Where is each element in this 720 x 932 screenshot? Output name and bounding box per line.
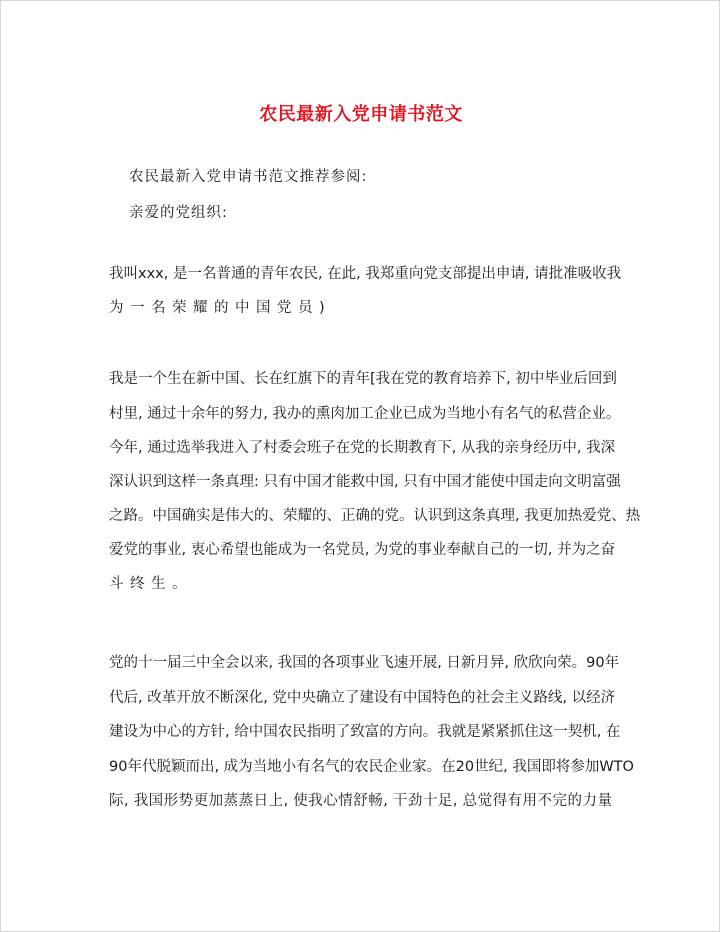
salutation: 亲爱的党组织: [129, 205, 228, 221]
paragraph-2-line: 村里, 通过十余年的努力, 我办的熏肉加工企业已成为当地小有名气的私营企业。 [109, 406, 621, 422]
paragraph-2-line: 之路。中国确实是伟大的、荣耀的、正确的党。认识到这条真理, 我更加热爱党、热 [109, 508, 641, 524]
intro-line: 农民最新入党申请书范文推荐参阅: [129, 169, 368, 185]
paragraph-3-line: 代后, 改革开放不断深化, 党中央确立了建设有中国特色的社会主义路线, 以经济 [109, 690, 616, 706]
paragraph-2-line: 今年, 通过选举我进入了村委会班子在党的长期教育下, 从我的亲身经历中, 我深 [109, 440, 616, 456]
paragraph-1-line: 为一名荣耀的中国党员) [109, 300, 332, 316]
paragraph-2-line: 爱党的事业, 衷心希望也能成为一名党员, 为党的事业奉献自己的一切, 并为之奋 [109, 542, 616, 558]
paragraph-2-line: 斗终生。 [109, 576, 193, 592]
paragraph-3-line: 党的十一届三中全会以来, 我国的各项事业飞速开展, 日新月异, 欣欣向荣。90年 [109, 655, 620, 671]
paragraph-3-line: 90年代脱颖而出, 成为当地小有名气的农民企业家。在20世纪, 我国即将参加WTO [109, 759, 634, 775]
paragraph-2-line: 我是一个生在新中国、长在红旗下的青年[我在党的教育培养下, 初中毕业后回到 [109, 371, 617, 387]
paragraph-3-line: 际, 我国形势更加蒸蒸日上, 使我心情舒畅, 干劲十足, 总觉得有用不完的力量 [109, 793, 612, 809]
paragraph-1-line: 我叫xxx, 是一名普通的青年农民, 在此, 我郑重向党支部提出申请, 请批准吸收我 [109, 266, 622, 282]
paragraph-3-line: 建设为中心的方针, 给中国农民指明了致富的方向。我就是紧紧抓住这一契机, 在 [109, 724, 621, 740]
paragraph-2-line: 深认识到这样一条真理: 只有中国才能救中国, 只有中国才能使中国走向文明富强 [109, 474, 621, 490]
document-title: 农民最新入党申请书范文 [259, 104, 463, 125]
